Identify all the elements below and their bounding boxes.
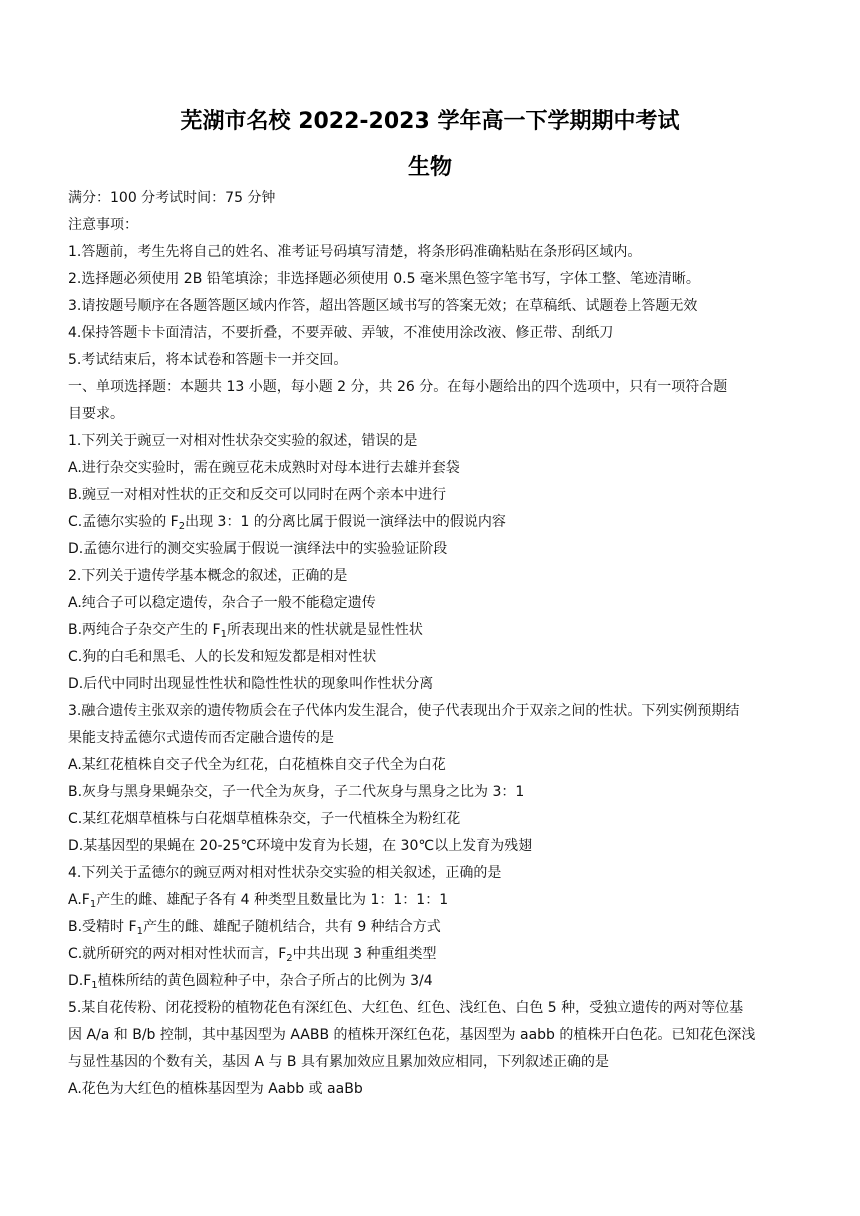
q4-option-c-text-rest: 中共出现 3 种重组类型 bbox=[292, 946, 437, 962]
q4-option-a bbox=[68, 891, 448, 909]
section-heading-line-2: 目要求。 bbox=[68, 406, 124, 422]
q5-stem-line-3: 与显性基因的个数有关，基因 A 与 B 具有累加效应且累加效应相同，下列叙述正确的是 bbox=[68, 1054, 609, 1070]
q2-option-a: A.纯合子可以稳定遗传，杂合子一般不能稳定遗传 bbox=[68, 595, 376, 611]
q2-option-b-text: B.两纯合子杂交产生的 F bbox=[68, 622, 221, 638]
subscript: 2 bbox=[178, 521, 186, 532]
q4-stem: 4.下列关于孟德尔的豌豆两对相对性状杂交实验的相关叙述，正确的是 bbox=[68, 865, 502, 881]
score-time-info: 满分：100 分考试时间：75 分钟 bbox=[68, 190, 276, 206]
q2-option-d: D.后代中同时出现显性性状和隐性性状的现象叫作性状分离 bbox=[68, 676, 434, 692]
q4-option-b-text: B.受精时 F bbox=[68, 919, 137, 935]
subscript: 1 bbox=[91, 980, 98, 991]
q4-option-c-text: C.就所研究的两对相对性状而言，F bbox=[68, 946, 287, 962]
q4-option-c bbox=[68, 945, 436, 963]
q5-stem-line-2: 因 A/a 和 B/b 控制，其中基因型为 AABB 的植株开深红色花，基因型为 aabb 的植株开白色花。已知花色深浅 bbox=[68, 1027, 756, 1043]
q1-option-b: B.豌豆一对相对性状的正交和反交可以同时在两个亲本中进行 bbox=[68, 487, 447, 503]
q1-option-c-text: C.孟德尔实验的 F bbox=[68, 514, 179, 530]
note-item-1: 1.答题前，考生先将自己的姓名、准考证号码填写清楚，将条形码准确粘贴在条形码区域内。 bbox=[68, 244, 642, 260]
note-item-2: 2.选择题必须使用 2B 铅笔填涂；非选择题必须使用 0.5 毫米黑色签字笔书写，字体工整、笔迹清晰。 bbox=[68, 271, 700, 287]
q4-option-a-text: A.F bbox=[68, 892, 90, 908]
q4-option-d bbox=[68, 972, 433, 990]
q2-stem: 2.下列关于遗传学基本概念的叙述，正确的是 bbox=[68, 568, 348, 584]
exam-title: 芜湖市名校 2022-2023 学年高一下学期期中考试 bbox=[180, 109, 680, 134]
subscript: 2 bbox=[286, 953, 293, 964]
subscript: 1 bbox=[220, 629, 227, 640]
notes-heading: 注意事项： bbox=[68, 217, 138, 233]
q2-option-c: C.狗的白毛和黑毛、人的长发和短发都是相对性状 bbox=[68, 649, 377, 665]
q4-option-b-text-rest: 产生的雌、雄配子随机结合，共有 9 种结合方式 bbox=[142, 919, 441, 935]
subscript: 1 bbox=[89, 899, 97, 910]
subscript: 1 bbox=[136, 926, 143, 937]
q4-option-a-text-rest: 产生的雌、雄配子各有 4 种类型且数量比为 1：1：1：1 bbox=[96, 892, 449, 908]
note-item-3: 3.请按题号顺序在各题答题区域内作答，超出答题区域书写的答案无效；在草稿纸、试题卷上答题无效 bbox=[68, 298, 698, 314]
q3-option-c: C.某红花烟草植株与白花烟草植株杂交，子一代植株全为粉红花 bbox=[68, 811, 461, 827]
q4-option-b bbox=[68, 918, 441, 936]
q1-option-c bbox=[68, 513, 506, 531]
note-item-5: 5.考试结束后，将本试卷和答题卡一并交回。 bbox=[68, 352, 348, 368]
q1-option-c-text-rest: 出现 3：1 的分离比属于假说一演绎法中的假说内容 bbox=[185, 514, 506, 530]
note-item-4: 4.保持答题卡卡面清洁，不要折叠，不要弄破、弄皱，不准使用涂改液、修正带、刮纸刀 bbox=[68, 325, 614, 341]
q1-option-d: D.孟德尔进行的测交实验属于假说一演绎法中的实验验证阶段 bbox=[68, 541, 448, 557]
q3-stem-line-2: 果能支持孟德尔式遗传而否定融合遗传的是 bbox=[68, 730, 334, 746]
q3-stem-line-1: 3.融合遗传主张双亲的遗传物质会在子代体内发生混合，使子代表现出介于双亲之间的性状。下列实例预期结 bbox=[68, 703, 740, 719]
q3-option-a: A.某红花植株自交子代全为红花，白花植株自交子代全为白花 bbox=[68, 757, 446, 773]
q3-option-b: B.灰身与黑身果蝇杂交，子一代全为灰身，子二代灰身与黑身之比为 3：1 bbox=[68, 784, 525, 800]
q1-stem: 1.下列关于豌豆一对相对性状杂交实验的叙述，错误的是 bbox=[68, 433, 418, 449]
section-heading-line-1: 一、单项选择题：本题共 13 小题，每小题 2 分，共 26 分。在每小题给出的四个选项中，只有一项符合题 bbox=[68, 379, 728, 395]
q2-option-b-text-rest: 所表现出来的性状就是显性性状 bbox=[226, 622, 423, 638]
q3-option-d: D.某基因型的果蝇在 20-25℃环境中发育为长翅，在 30℃以上发育为残翅 bbox=[68, 838, 533, 854]
exam-subject: 生物 bbox=[407, 155, 452, 180]
q4-option-d-text: D.F bbox=[68, 973, 92, 989]
q4-option-d-text-rest: 植株所结的黄色圆粒种子中，杂合子所占的比例为 3/4 bbox=[97, 973, 433, 989]
q5-option-a: A.花色为大红色的植株基因型为 Aabb 或 aaBb bbox=[68, 1081, 363, 1097]
q2-option-b bbox=[68, 621, 423, 639]
q5-stem-line-1: 5.某自花传粉、闭花授粉的植物花色有深红色、大红色、红色、浅红色、白色 5 种，受独立遗传的两对等位基 bbox=[68, 1000, 744, 1016]
q1-option-a: A.进行杂交实验时，需在豌豆花未成熟时对母本进行去雄并套袋 bbox=[68, 460, 460, 476]
